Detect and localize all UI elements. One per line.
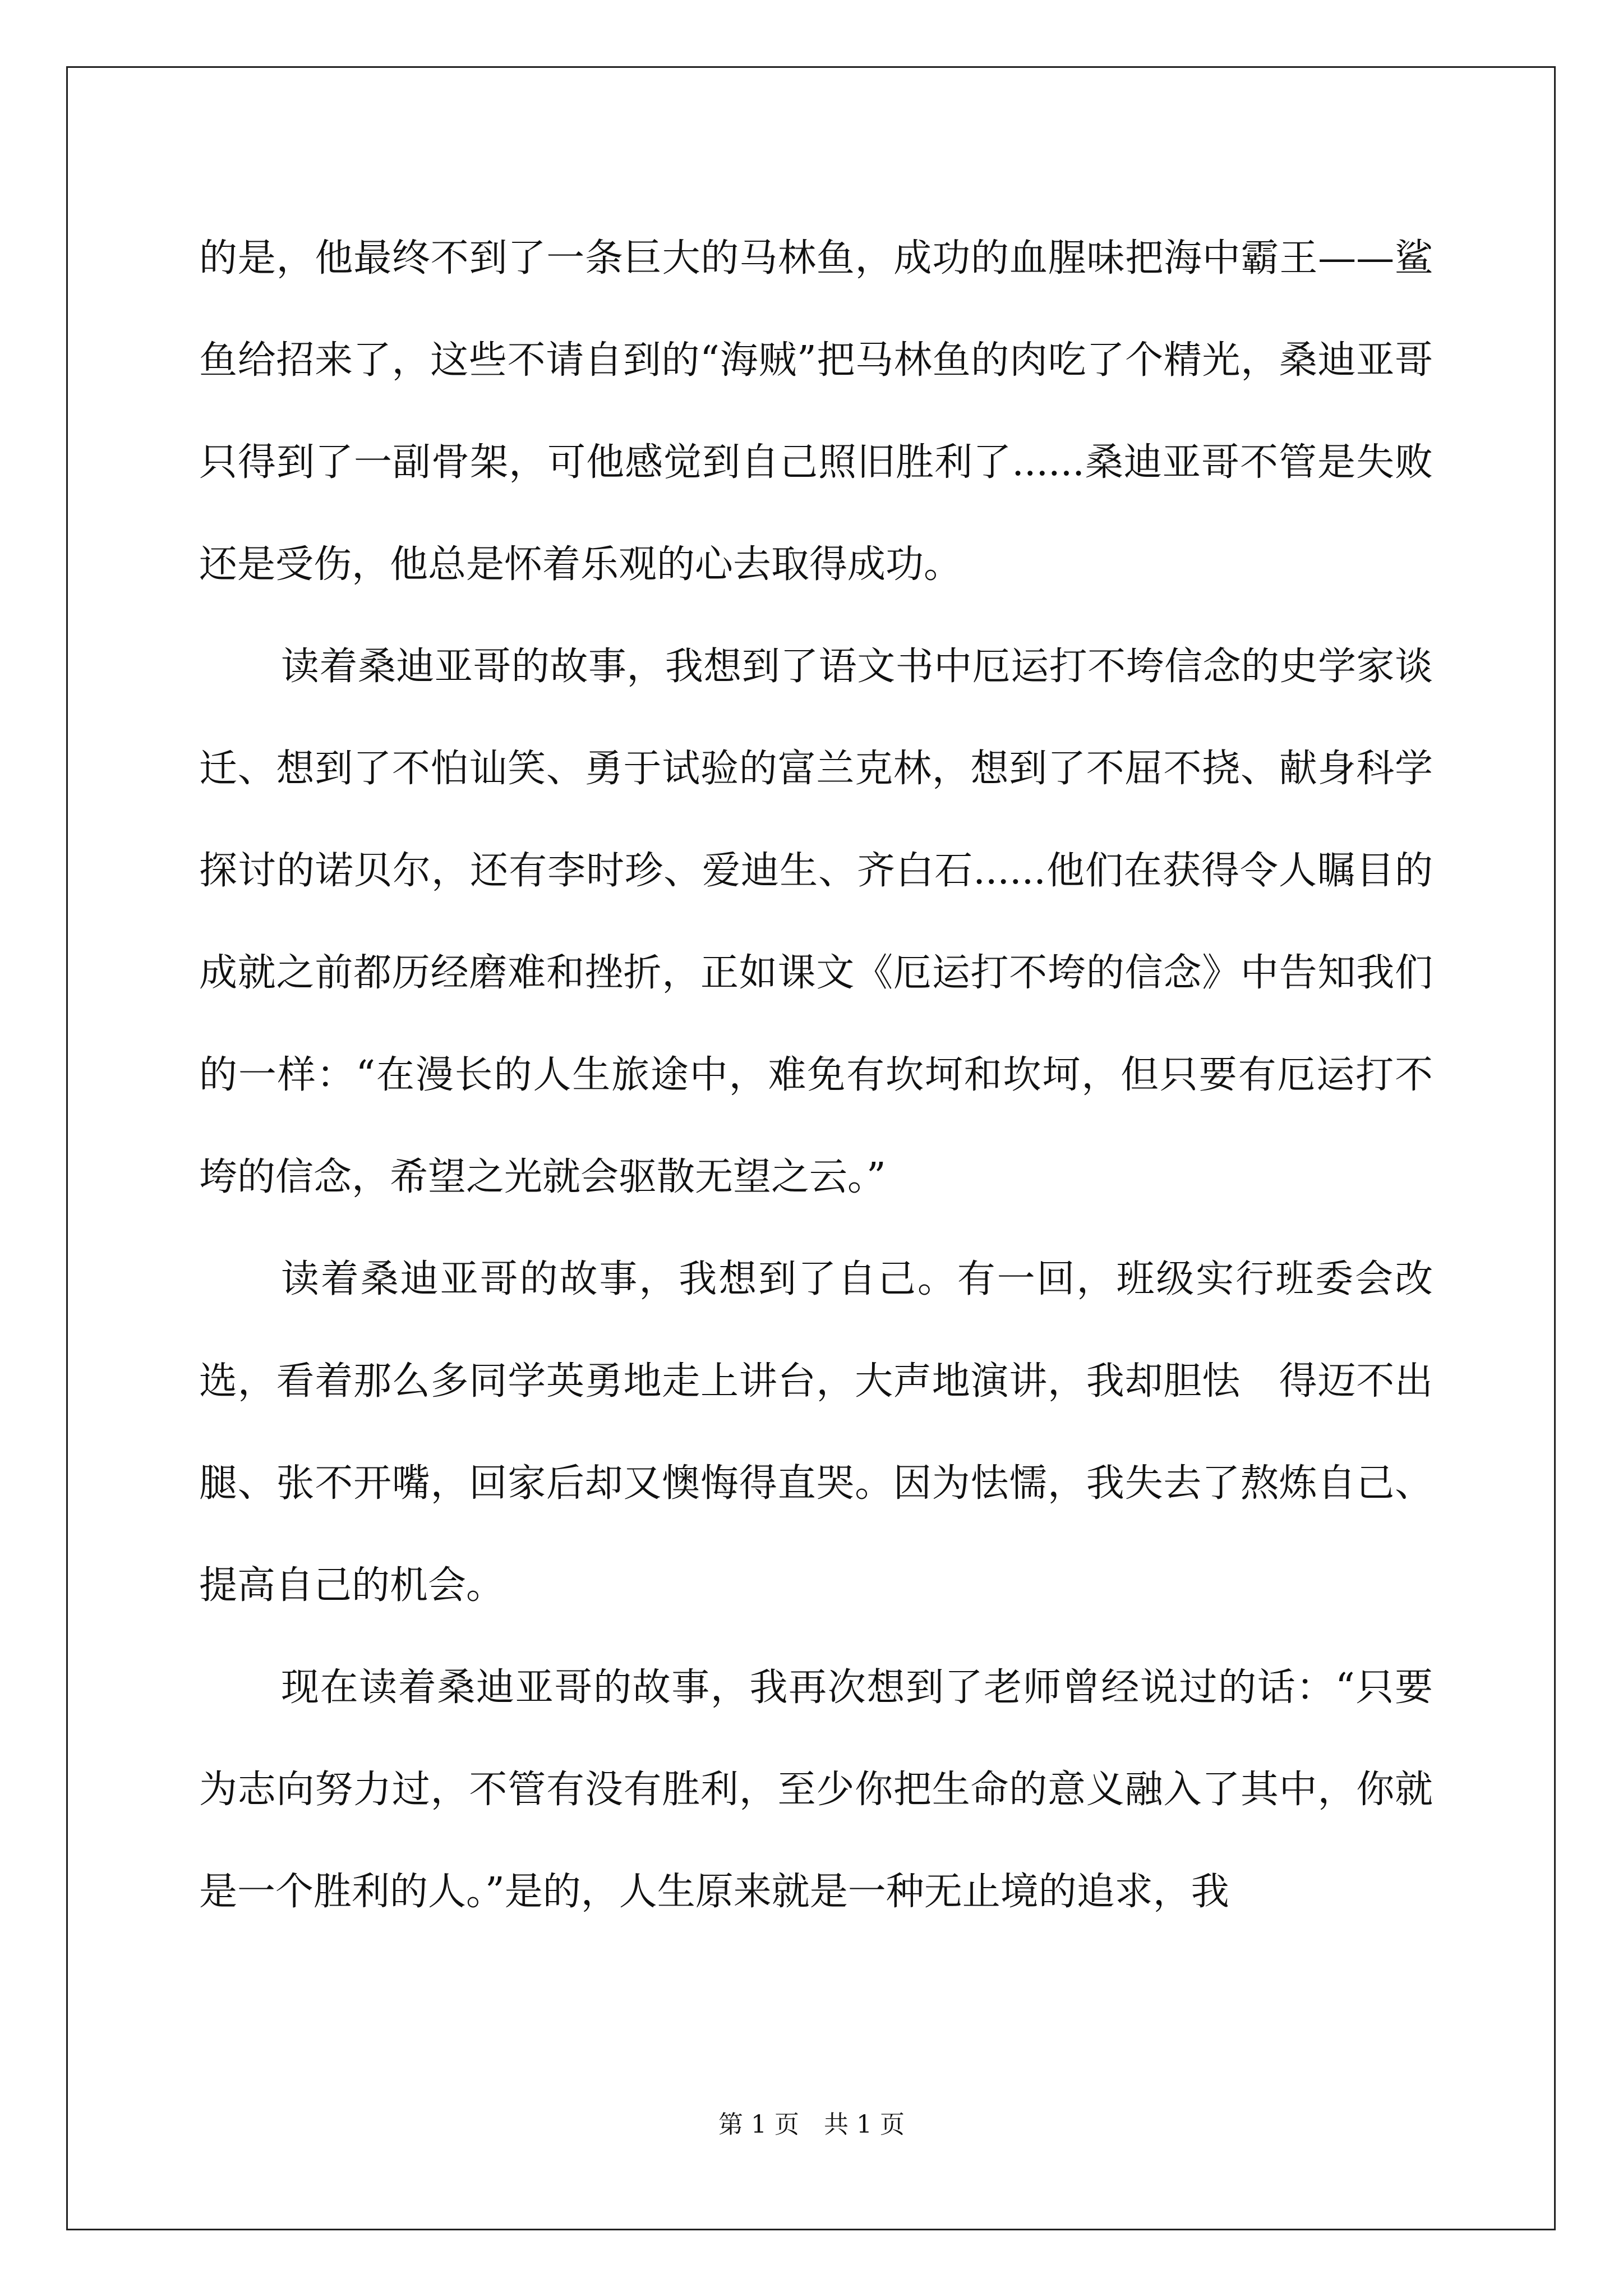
paragraph-3: 读着桑迪亚哥的故事，我想到了自己。有一回，班级实行班委会改选，看着那么多同学英勇地走上讲台，大声地演讲，我却胆怯 得迈不出腿、张不开嘴，回家后却又懊悔得直哭。因为怯懦，我失去了熬炼自己、提高自己的机会。 — [199, 1257, 1433, 1608]
paragraph-4: 现在读着桑迪亚哥的故事，我再次想到了老师曾经说过的话：“只要为志向努力过，不管有没有胜利，至少你把生命的意义融入了其中，你就是一个胜利的人。”是的，人生原来就是一种无止境的追求，我 — [199, 1665, 1433, 1914]
paragraph-2: 读着桑迪亚哥的故事，我想到了语文书中厄运打不垮信念的史学家谈迁、想到了不怕讪笑、勇于试验的富兰克林，想到了不屈不挠、献身科学探讨的诺贝尔，还有李时珍、爱迪生、齐白石......他们在获得令人瞩目的成就之前都历经磨难和挫折，正如课文《厄运打不垮的信念》中告知我们的一样：“在漫长的人生旅途中，难免有坎坷和坎坷，但只要有厄运打不垮的信念，希望之光就会驱散无望之云。” — [199, 645, 1433, 1199]
paragraph-1: 的是，他最终不到了一条巨大的马林鱼，成功的血腥味把海中霸王——鲨鱼给招来了，这些不请自到的“海贼”把马林鱼的肉吃了个精光，桑迪亚哥只得到了一副骨架，可他感觉到自己照旧胜利了......桑迪亚哥不管是失败还是受伤，他总是怀着乐观的心去取得成功。 — [199, 236, 1433, 587]
page-footer: 第 1 页 共 1 页 — [718, 2110, 905, 2139]
document-body — [199, 208, 1433, 1943]
